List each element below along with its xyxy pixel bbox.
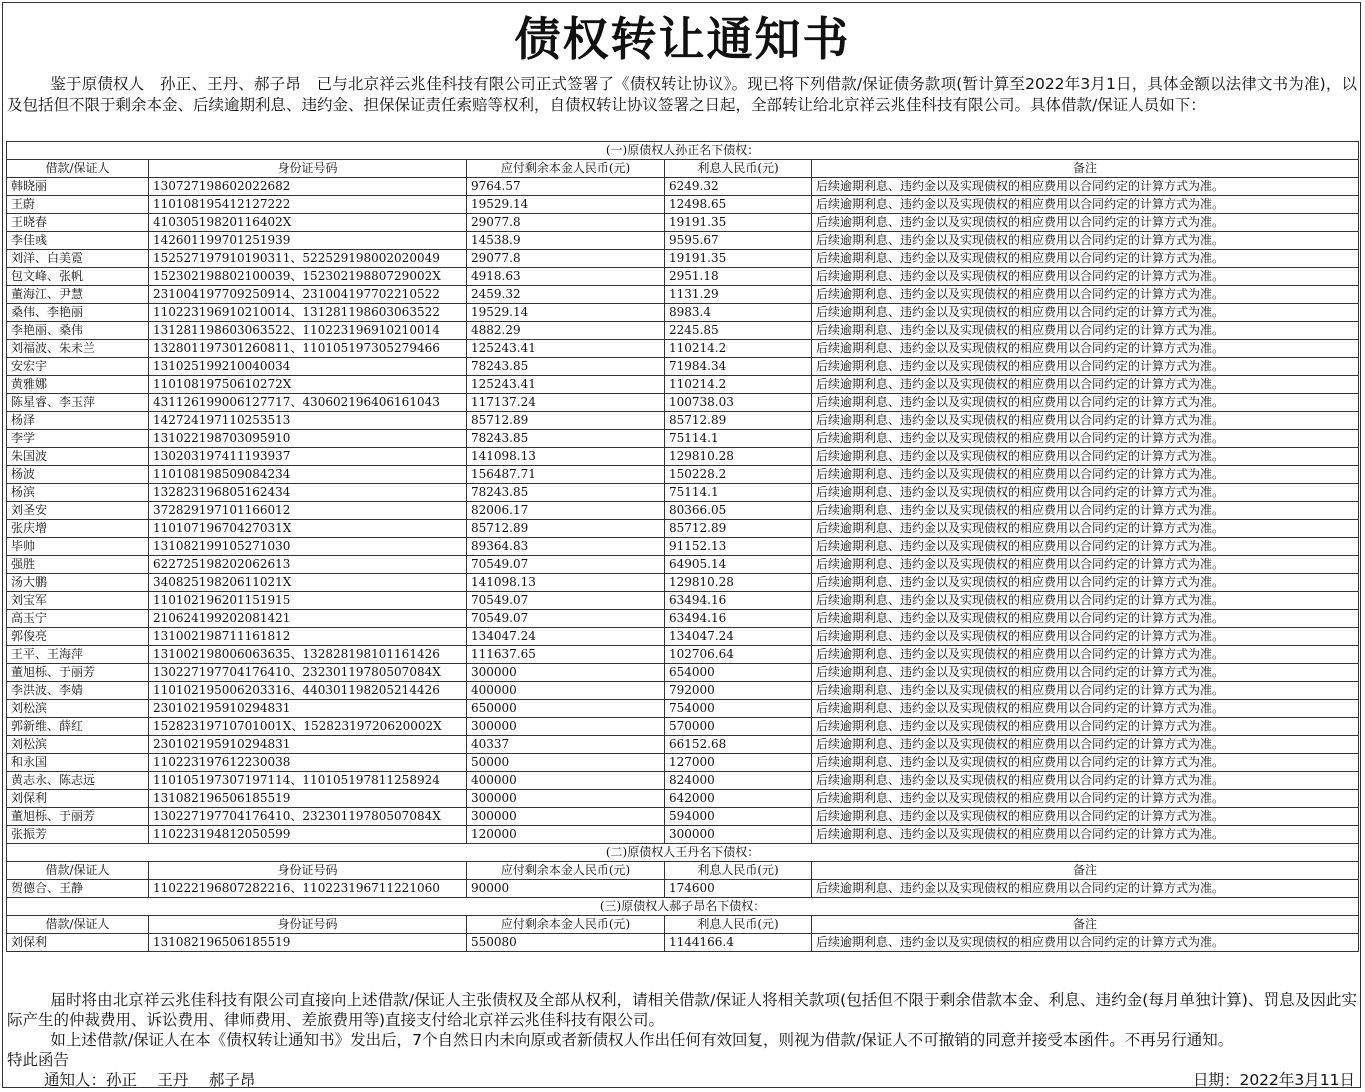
table-row bbox=[7, 538, 1359, 556]
remark: 后续逾期利息、违约金以及实现债权的相应费用以合同约定的计算方式为准。 bbox=[812, 322, 1359, 340]
section-title-row bbox=[7, 142, 1359, 160]
section-title: (二)原债权人王丹名下债权： bbox=[7, 844, 1359, 862]
id-number: 230102195910294831 bbox=[149, 700, 467, 718]
id-number: 41030519820116402X bbox=[149, 214, 467, 232]
interest-amount: 300000 bbox=[665, 826, 812, 844]
principal-amount: 300000 bbox=[467, 808, 665, 826]
id-number: 130727198602022682 bbox=[149, 178, 467, 196]
table-row bbox=[7, 556, 1359, 574]
header-borrower: 借款/保证人 bbox=[7, 862, 149, 880]
principal-amount: 70549.07 bbox=[467, 610, 665, 628]
remark: 后续逾期利息、违约金以及实现债权的相应费用以合同约定的计算方式为准。 bbox=[812, 232, 1359, 250]
remark: 后续逾期利息、违约金以及实现债权的相应费用以合同约定的计算方式为准。 bbox=[812, 664, 1359, 682]
id-number: 152302198802100039、15230219880729002X bbox=[149, 268, 467, 286]
remark: 后续逾期利息、违约金以及实现债权的相应费用以合同约定的计算方式为准。 bbox=[812, 286, 1359, 304]
principal-amount: 125243.41 bbox=[467, 340, 665, 358]
interest-amount: 71984.34 bbox=[665, 358, 812, 376]
interest-amount: 642000 bbox=[665, 790, 812, 808]
remark: 后续逾期利息、违约金以及实现债权的相应费用以合同约定的计算方式为准。 bbox=[812, 736, 1359, 754]
borrower-name: 杨滨 bbox=[7, 484, 149, 502]
principal-amount: 29077.8 bbox=[467, 250, 665, 268]
interest-amount: 19191.35 bbox=[665, 214, 812, 232]
remark: 后续逾期利息、违约金以及实现债权的相应费用以合同约定的计算方式为准。 bbox=[812, 790, 1359, 808]
remark: 后续逾期利息、违约金以及实现债权的相应费用以合同约定的计算方式为准。 bbox=[812, 610, 1359, 628]
principal-amount: 29077.8 bbox=[467, 214, 665, 232]
borrower-name: 安宏宇 bbox=[7, 358, 149, 376]
remark: 后续逾期利息、违约金以及实现债权的相应费用以合同约定的计算方式为准。 bbox=[812, 268, 1359, 286]
table-row bbox=[7, 826, 1359, 844]
header-remark: 备注 bbox=[812, 916, 1359, 934]
interest-amount: 110214.2 bbox=[665, 340, 812, 358]
table-row bbox=[7, 448, 1359, 466]
borrower-name: 桑伟、李艳丽 bbox=[7, 304, 149, 322]
id-number: 110223194812050599 bbox=[149, 826, 467, 844]
principal-amount: 78243.85 bbox=[467, 358, 665, 376]
remark: 后续逾期利息、违约金以及实现债权的相应费用以合同约定的计算方式为准。 bbox=[812, 448, 1359, 466]
interest-amount: 2951.18 bbox=[665, 268, 812, 286]
principal-amount: 85712.89 bbox=[467, 412, 665, 430]
interest-amount: 150228.2 bbox=[665, 466, 812, 484]
principal-amount: 19529.14 bbox=[467, 196, 665, 214]
borrower-name: 高玉宁 bbox=[7, 610, 149, 628]
table-row bbox=[7, 268, 1359, 286]
interest-amount: 102706.64 bbox=[665, 646, 812, 664]
interest-amount: 75114.1 bbox=[665, 430, 812, 448]
remark: 后续逾期利息、违约金以及实现债权的相应费用以合同约定的计算方式为准。 bbox=[812, 880, 1359, 898]
remark: 后续逾期利息、违约金以及实现债权的相应费用以合同约定的计算方式为准。 bbox=[812, 574, 1359, 592]
table-row bbox=[7, 718, 1359, 736]
interest-amount: 100738.03 bbox=[665, 394, 812, 412]
header-remark: 备注 bbox=[812, 862, 1359, 880]
interest-amount: 19191.35 bbox=[665, 250, 812, 268]
borrower-name: 李佳彧 bbox=[7, 232, 149, 250]
remark: 后续逾期利息、违约金以及实现债权的相应费用以合同约定的计算方式为准。 bbox=[812, 178, 1359, 196]
remark: 后续逾期利息、违约金以及实现债权的相应费用以合同约定的计算方式为准。 bbox=[812, 646, 1359, 664]
header-id-number: 身份证号码 bbox=[149, 916, 467, 934]
borrower-name: 黄雅娜 bbox=[7, 376, 149, 394]
table-row bbox=[7, 646, 1359, 664]
principal-amount: 50000 bbox=[467, 754, 665, 772]
remark: 后续逾期利息、违约金以及实现债权的相应费用以合同约定的计算方式为准。 bbox=[812, 250, 1359, 268]
remark: 后续逾期利息、违约金以及实现债权的相应费用以合同约定的计算方式为准。 bbox=[812, 718, 1359, 736]
principal-amount: 19529.14 bbox=[467, 304, 665, 322]
footer-text bbox=[7, 990, 1357, 1070]
principal-amount: 85712.89 bbox=[467, 520, 665, 538]
borrower-name: 陈星睿、李玉萍 bbox=[7, 394, 149, 412]
principal-amount: 120000 bbox=[467, 826, 665, 844]
borrower-name: 李艳丽、桑伟 bbox=[7, 322, 149, 340]
table-row bbox=[7, 880, 1359, 898]
table-row bbox=[7, 412, 1359, 430]
principal-amount: 82006.17 bbox=[467, 502, 665, 520]
table-row bbox=[7, 358, 1359, 376]
header-remark: 备注 bbox=[812, 160, 1359, 178]
borrower-name: 李洪波、李婧 bbox=[7, 682, 149, 700]
table-row bbox=[7, 736, 1359, 754]
interest-amount: 8983.4 bbox=[665, 304, 812, 322]
id-number: 11010719670427031X bbox=[149, 520, 467, 538]
interest-amount: 129810.28 bbox=[665, 574, 812, 592]
borrower-name: 汤大鹏 bbox=[7, 574, 149, 592]
table-row bbox=[7, 934, 1359, 952]
principal-amount: 300000 bbox=[467, 664, 665, 682]
remark: 后续逾期利息、违约金以及实现债权的相应费用以合同约定的计算方式为准。 bbox=[812, 808, 1359, 826]
section-title-row bbox=[7, 844, 1359, 862]
borrower-name: 朱国波 bbox=[7, 448, 149, 466]
remark: 后续逾期利息、违约金以及实现债权的相应费用以合同约定的计算方式为准。 bbox=[812, 826, 1359, 844]
borrower-name: 董海江、尹慧 bbox=[7, 286, 149, 304]
id-number: 131002198006063635、132828198101161426 bbox=[149, 646, 467, 664]
table-row bbox=[7, 322, 1359, 340]
interest-amount: 64905.14 bbox=[665, 556, 812, 574]
principal-amount: 70549.07 bbox=[467, 592, 665, 610]
id-number: 110108195412127222 bbox=[149, 196, 467, 214]
principal-amount: 141098.13 bbox=[467, 574, 665, 592]
header-principal: 应付剩余本金人民币(元) bbox=[467, 160, 665, 178]
interest-amount: 85712.89 bbox=[665, 412, 812, 430]
remark: 后续逾期利息、违约金以及实现债权的相应费用以合同约定的计算方式为准。 bbox=[812, 304, 1359, 322]
id-number: 15282319710701001X、15282319720620002X bbox=[149, 718, 467, 736]
remark: 后续逾期利息、违约金以及实现债权的相应费用以合同约定的计算方式为准。 bbox=[812, 502, 1359, 520]
principal-amount: 400000 bbox=[467, 772, 665, 790]
header-interest: 利息人民币(元) bbox=[665, 862, 812, 880]
principal-amount: 650000 bbox=[467, 700, 665, 718]
principal-amount: 300000 bbox=[467, 718, 665, 736]
remark: 后续逾期利息、违约金以及实现债权的相应费用以合同约定的计算方式为准。 bbox=[812, 484, 1359, 502]
borrower-name: 黄志永、陈志远 bbox=[7, 772, 149, 790]
principal-amount: 78243.85 bbox=[467, 484, 665, 502]
id-number: 142601199701251939 bbox=[149, 232, 467, 250]
borrower-name: 刘松滨 bbox=[7, 700, 149, 718]
id-number: 231004197709250914、231004197702210522 bbox=[149, 286, 467, 304]
id-number: 131281198603063522、110223196910210014 bbox=[149, 322, 467, 340]
section-title: (一)原债权人孙正名下债权： bbox=[7, 142, 1359, 160]
borrower-name: 董旭栎、于丽芳 bbox=[7, 808, 149, 826]
remark: 后续逾期利息、违约金以及实现债权的相应费用以合同约定的计算方式为准。 bbox=[812, 430, 1359, 448]
section-title: (三)原债权人郝子昂名下债权： bbox=[7, 898, 1359, 916]
id-number: 130227197704176410、23230119780507084X bbox=[149, 808, 467, 826]
table-row bbox=[7, 610, 1359, 628]
principal-amount: 9764.57 bbox=[467, 178, 665, 196]
interest-amount: 80366.05 bbox=[665, 502, 812, 520]
remark: 后续逾期利息、违约金以及实现债权的相应费用以合同约定的计算方式为准。 bbox=[812, 556, 1359, 574]
borrower-name: 刘宝军 bbox=[7, 592, 149, 610]
table-row bbox=[7, 250, 1359, 268]
id-number: 132801197301260811、110105197305279466 bbox=[149, 340, 467, 358]
principal-amount: 4882.29 bbox=[467, 322, 665, 340]
table-row bbox=[7, 682, 1359, 700]
id-number: 130227197704176410、23230119780507084X bbox=[149, 664, 467, 682]
id-number: 622725198202062613 bbox=[149, 556, 467, 574]
header-principal: 应付剩余本金人民币(元) bbox=[467, 862, 665, 880]
id-number: 131082196506185519 bbox=[149, 934, 467, 952]
header-interest: 利息人民币(元) bbox=[665, 160, 812, 178]
borrower-name: 刘福波、朱未兰 bbox=[7, 340, 149, 358]
intro-paragraph: 鉴于原债权人 孙正、王丹、郝子昂 已与北京祥云兆佳科技有限公司正式签署了《债权转让协议》。现已将下列借款/保证债务款项(暂计算至2022年3月1日，具体金额以法律文书为准)，以及包括但不限于剩余本金、后续逾期利息、违约金、担保保证责任索赔等权利，自债权转让协议签署之日起，全部转让给北京祥云兆佳科技有限公司。具体借款/保证人员如下： bbox=[7, 75, 1357, 114]
interest-amount: 134047.24 bbox=[665, 628, 812, 646]
remark: 后续逾期利息、违约金以及实现债权的相应费用以合同约定的计算方式为准。 bbox=[812, 520, 1359, 538]
interest-amount: 110214.2 bbox=[665, 376, 812, 394]
interest-amount: 824000 bbox=[665, 772, 812, 790]
id-number: 110223196910210014、131281198603063522 bbox=[149, 304, 467, 322]
table-row bbox=[7, 574, 1359, 592]
table-row bbox=[7, 664, 1359, 682]
borrower-name: 刘保利 bbox=[7, 934, 149, 952]
header-interest: 利息人民币(元) bbox=[665, 916, 812, 934]
reply-deadline-notice: 如上述借款/保证人在本《债权转让通知书》发出后，7个自然日内未向原或者新债权人作出任何有效回复，则视为借款/保证人不可撤销的同意并接受本函件。不再另行通知。 bbox=[50, 1031, 1234, 1049]
signer-line: 通知人：孙正 王丹 郝子昂 bbox=[44, 1071, 256, 1089]
interest-amount: 792000 bbox=[665, 682, 812, 700]
remark: 后续逾期利息、违约金以及实现债权的相应费用以合同约定的计算方式为准。 bbox=[812, 628, 1359, 646]
remark: 后续逾期利息、违约金以及实现债权的相应费用以合同约定的计算方式为准。 bbox=[812, 394, 1359, 412]
table-row bbox=[7, 394, 1359, 412]
principal-amount: 4918.63 bbox=[467, 268, 665, 286]
remark: 后续逾期利息、违约金以及实现债权的相应费用以合同约定的计算方式为准。 bbox=[812, 196, 1359, 214]
remark: 后续逾期利息、违约金以及实现债权的相应费用以合同约定的计算方式为准。 bbox=[812, 682, 1359, 700]
principal-amount: 550080 bbox=[467, 934, 665, 952]
principal-amount: 89364.83 bbox=[467, 538, 665, 556]
borrower-name: 王蔚 bbox=[7, 196, 149, 214]
id-number: 230102195910294831 bbox=[149, 736, 467, 754]
remark: 后续逾期利息、违约金以及实现债权的相应费用以合同约定的计算方式为准。 bbox=[812, 934, 1359, 952]
table-row bbox=[7, 772, 1359, 790]
principal-amount: 400000 bbox=[467, 682, 665, 700]
interest-amount: 1131.29 bbox=[665, 286, 812, 304]
closing-phrase: 特此函告 bbox=[7, 1051, 70, 1069]
table-row bbox=[7, 340, 1359, 358]
principal-amount: 134047.24 bbox=[467, 628, 665, 646]
interest-amount: 9595.67 bbox=[665, 232, 812, 250]
principal-amount: 90000 bbox=[467, 880, 665, 898]
principal-amount: 156487.71 bbox=[467, 466, 665, 484]
header-borrower: 借款/保证人 bbox=[7, 916, 149, 934]
borrower-name: 包文峰、张帆 bbox=[7, 268, 149, 286]
interest-amount: 129810.28 bbox=[665, 448, 812, 466]
id-number: 110102196201151915 bbox=[149, 592, 467, 610]
header-id-number: 身份证号码 bbox=[149, 160, 467, 178]
table-row bbox=[7, 484, 1359, 502]
id-number: 372829197101166012 bbox=[149, 502, 467, 520]
remark: 后续逾期利息、违约金以及实现债权的相应费用以合同约定的计算方式为准。 bbox=[812, 772, 1359, 790]
id-number: 132823196805162434 bbox=[149, 484, 467, 502]
interest-amount: 75114.1 bbox=[665, 484, 812, 502]
borrower-name: 杨波 bbox=[7, 466, 149, 484]
id-number: 34082519820611021X bbox=[149, 574, 467, 592]
id-number: 110222196807282216、110223196711221060 bbox=[149, 880, 467, 898]
table-row bbox=[7, 466, 1359, 484]
borrower-name: 张振芳 bbox=[7, 826, 149, 844]
notice-date: 日期：2022年3月11日 bbox=[1192, 1071, 1355, 1089]
borrower-name: 刘松滨 bbox=[7, 736, 149, 754]
id-number: 131025199210040034 bbox=[149, 358, 467, 376]
remark: 后续逾期利息、违约金以及实现债权的相应费用以合同约定的计算方式为准。 bbox=[812, 214, 1359, 232]
id-number: 431126199006127717、430602196406161043 bbox=[149, 394, 467, 412]
table-row bbox=[7, 304, 1359, 322]
remark: 后续逾期利息、违约金以及实现债权的相应费用以合同约定的计算方式为准。 bbox=[812, 538, 1359, 556]
table-row bbox=[7, 502, 1359, 520]
interest-amount: 2245.85 bbox=[665, 322, 812, 340]
borrower-name: 刘洋、白美霓 bbox=[7, 250, 149, 268]
borrower-name: 韩晓丽 bbox=[7, 178, 149, 196]
borrower-name: 刘圣安 bbox=[7, 502, 149, 520]
table-row bbox=[7, 700, 1359, 718]
header-principal: 应付剩余本金人民币(元) bbox=[467, 916, 665, 934]
borrower-name: 强胜 bbox=[7, 556, 149, 574]
table-row bbox=[7, 592, 1359, 610]
table-row bbox=[7, 214, 1359, 232]
remark: 后续逾期利息、违约金以及实现债权的相应费用以合同约定的计算方式为准。 bbox=[812, 358, 1359, 376]
principal-amount: 2459.32 bbox=[467, 286, 665, 304]
table-row bbox=[7, 376, 1359, 394]
interest-amount: 91152.13 bbox=[665, 538, 812, 556]
id-number: 142724197110253513 bbox=[149, 412, 467, 430]
id-number: 131022198703095910 bbox=[149, 430, 467, 448]
debt-table bbox=[6, 141, 1359, 952]
borrower-name: 董旭栎、于丽芳 bbox=[7, 664, 149, 682]
remark: 后续逾期利息、违约金以及实现债权的相应费用以合同约定的计算方式为准。 bbox=[812, 466, 1359, 484]
table-row bbox=[7, 628, 1359, 646]
table-row bbox=[7, 178, 1359, 196]
remark: 后续逾期利息、违约金以及实现债权的相应费用以合同约定的计算方式为准。 bbox=[812, 700, 1359, 718]
borrower-name: 贺德合、王静 bbox=[7, 880, 149, 898]
interest-amount: 654000 bbox=[665, 664, 812, 682]
interest-amount: 85712.89 bbox=[665, 520, 812, 538]
principal-amount: 300000 bbox=[467, 790, 665, 808]
id-number: 210624199202081421 bbox=[149, 610, 467, 628]
payment-instruction: 届时将由北京祥云兆佳科技有限公司直接向上述借款/保证人主张债权及全部从权利，请相关借款/保证人将相关款项(包括但不限于剩余借款本金、利息、违约金(每月单独计算)、罚息及因此实际产生的仲裁费用、诉讼费用、律师费用、差旅费用等)直接支付给北京祥云兆佳科技有限公司。 bbox=[7, 991, 1357, 1029]
id-number: 110102195006203316、440301198205214426 bbox=[149, 682, 467, 700]
remark: 后续逾期利息、违约金以及实现债权的相应费用以合同约定的计算方式为准。 bbox=[812, 412, 1359, 430]
borrower-name: 郭俊亮 bbox=[7, 628, 149, 646]
table-row bbox=[7, 286, 1359, 304]
table-row bbox=[7, 790, 1359, 808]
notice-title: 债权转让通知书 bbox=[514, 12, 851, 66]
table-row bbox=[7, 196, 1359, 214]
principal-amount: 78243.85 bbox=[467, 430, 665, 448]
interest-amount: 12498.65 bbox=[665, 196, 812, 214]
id-number: 131082196506185519 bbox=[149, 790, 467, 808]
section-title-row bbox=[7, 898, 1359, 916]
id-number: 152527197910190311、522529198002020049 bbox=[149, 250, 467, 268]
table-row bbox=[7, 430, 1359, 448]
interest-amount: 66152.68 bbox=[665, 736, 812, 754]
borrower-name: 杨泽 bbox=[7, 412, 149, 430]
interest-amount: 1144166.4 bbox=[665, 934, 812, 952]
header-borrower: 借款/保证人 bbox=[7, 160, 149, 178]
borrower-name: 郭新维、薛红 bbox=[7, 718, 149, 736]
interest-amount: 6249.32 bbox=[665, 178, 812, 196]
id-number: 110105197307197114、110105197811258924 bbox=[149, 772, 467, 790]
remark: 后续逾期利息、违约金以及实现债权的相应费用以合同约定的计算方式为准。 bbox=[812, 592, 1359, 610]
interest-amount: 594000 bbox=[665, 808, 812, 826]
interest-amount: 174600 bbox=[665, 880, 812, 898]
table-row bbox=[7, 232, 1359, 250]
remark: 后续逾期利息、违约金以及实现债权的相应费用以合同约定的计算方式为准。 bbox=[812, 376, 1359, 394]
table-row bbox=[7, 754, 1359, 772]
borrower-name: 王平、王海萍 bbox=[7, 646, 149, 664]
interest-amount: 754000 bbox=[665, 700, 812, 718]
id-number: 130203197411193937 bbox=[149, 448, 467, 466]
principal-amount: 14538.9 bbox=[467, 232, 665, 250]
principal-amount: 141098.13 bbox=[467, 448, 665, 466]
interest-amount: 63494.16 bbox=[665, 610, 812, 628]
id-number: 110108198509084234 bbox=[149, 466, 467, 484]
id-number: 110223197612230038 bbox=[149, 754, 467, 772]
table-row bbox=[7, 808, 1359, 826]
principal-amount: 70549.07 bbox=[467, 556, 665, 574]
table-row bbox=[7, 520, 1359, 538]
id-number: 11010819750610272X bbox=[149, 376, 467, 394]
principal-amount: 125243.41 bbox=[467, 376, 665, 394]
header-id-number: 身份证号码 bbox=[149, 862, 467, 880]
principal-amount: 117137.24 bbox=[467, 394, 665, 412]
interest-amount: 63494.16 bbox=[665, 592, 812, 610]
principal-amount: 111637.65 bbox=[467, 646, 665, 664]
id-number: 131002198711161812 bbox=[149, 628, 467, 646]
interest-amount: 570000 bbox=[665, 718, 812, 736]
table-header-row bbox=[7, 862, 1359, 880]
principal-amount: 40337 bbox=[467, 736, 665, 754]
remark: 后续逾期利息、违约金以及实现债权的相应费用以合同约定的计算方式为准。 bbox=[812, 340, 1359, 358]
borrower-name: 张庆增 bbox=[7, 520, 149, 538]
interest-amount: 127000 bbox=[665, 754, 812, 772]
id-number: 131082199105271030 bbox=[149, 538, 467, 556]
table-header-row bbox=[7, 916, 1359, 934]
borrower-name: 毕帅 bbox=[7, 538, 149, 556]
remark: 后续逾期利息、违约金以及实现债权的相应费用以合同约定的计算方式为准。 bbox=[812, 754, 1359, 772]
borrower-name: 李学 bbox=[7, 430, 149, 448]
table-header-row bbox=[7, 160, 1359, 178]
borrower-name: 王晓春 bbox=[7, 214, 149, 232]
borrower-name: 和永国 bbox=[7, 754, 149, 772]
borrower-name: 刘保利 bbox=[7, 790, 149, 808]
